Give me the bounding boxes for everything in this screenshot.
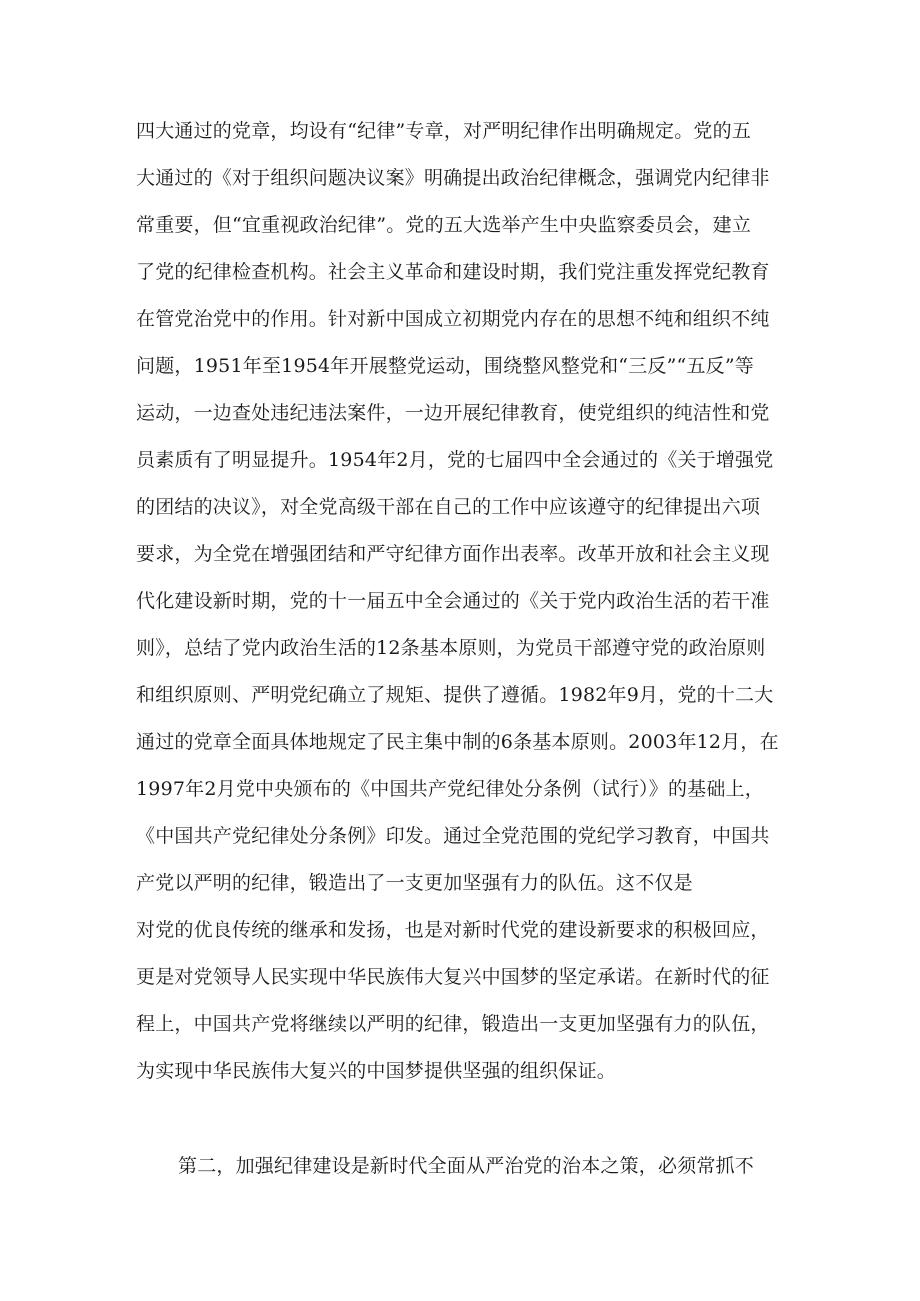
text-line: 了党的纪律检查机构。社会主义革命和建设时期，我们党注重发挥党纪教育 [136,261,770,283]
text-line: 程上，中国共产党将继续以严明的纪律，锻造出一支更加坚强有力的队伍， [136,1013,770,1035]
paragraph-start-line: 第二，加强纪律建设是新时代全面从严治党的治本之策，必须常抓不 [178,1155,755,1177]
text-line: 常重要，但“宜重视政治纪律”。党的五大选举产生中央监察委员会，建立 [136,214,752,236]
text-line: 通过的党章全面具体地规定了民主集中制的6条基本原则。2003年12月，在 [136,731,779,753]
text-line: 更是对党领导人民实现中华民族伟大复兴中国梦的坚定承诺。在新时代的征 [136,966,770,988]
text-line: 《中国共产党纪律处分条例》印发。通过全党范围的党纪学习教育，中国共 [136,825,770,847]
text-line: 运动，一边查处违纪违法案件，一边开展纪律教育，使党组织的纯洁性和党 [136,402,770,424]
text-line: 代化建设新时期，党的十一届五中全会通过的《关于党内政治生活的若干准 [136,590,770,612]
text-line: 则》，总结了党内政治生活的12条基本原则，为党员干部遵守党的政治原则 [136,637,766,659]
text-line: 产党以严明的纪律，锻造出了一支更加坚强有力的队伍。这不仅是 [136,872,693,894]
text-line: 员素质有了明显提升。1954年2月，党的七届四中全会通过的《关于增强党 [136,449,774,471]
text-line: 大通过的《对于组织问题决议案》明确提出政治纪律概念，强调党内纪律非 [136,167,770,189]
text-line: 对党的优良传统的继承和发扬，也是对新时代党的建设新要求的积极回应， [136,919,770,941]
text-line: 为实现中华民族伟大复兴的中国梦提供坚强的组织保证。 [136,1060,617,1082]
text-line: 1997年2月党中央颁布的《中国共产党纪律处分条例（试行）》的基础上， [136,778,764,800]
text-line: 和组织原则、严明党纪确立了规矩、提供了遵循。1982年9月，党的十二大 [136,684,774,706]
text-line: 要求，为全党在增强团结和严守纪律方面作出表率。改革开放和社会主义现 [136,543,770,565]
text-line: 在管党治党中的作用。针对新中国成立初期党内存在的思想不纯和组织不纯 [136,308,770,330]
text-line: 四大通过的党章，均设有“纪律”专章，对严明纪律作出明确规定。党的五 [136,120,752,142]
text-line: 问题，1951年至1954年开展整党运动，围绕整风整党和“三反”“五反”等 [136,355,754,377]
text-line: 的团结的决议》，对全党高级干部在自己的工作中应该遵守的纪律提出六项 [136,496,761,518]
